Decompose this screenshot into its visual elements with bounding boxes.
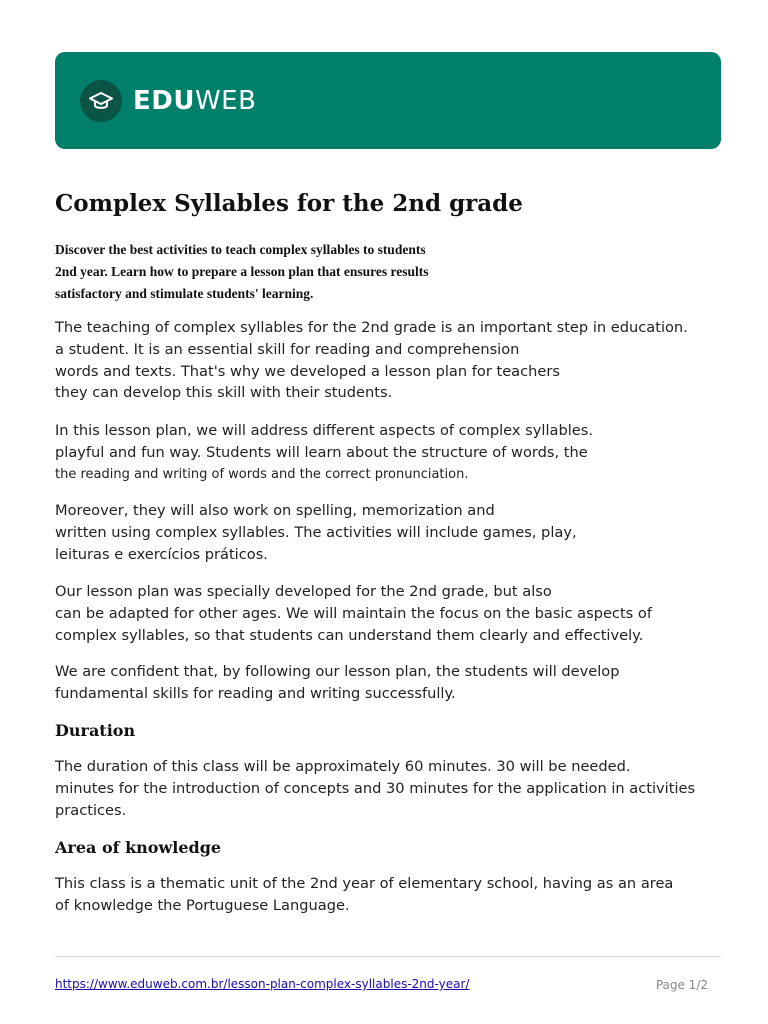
paragraph-aspects: In this lesson plan, we will address different aspects of complex syllables. playful and fun way. Students will learn about the structure of words, the the reading and writing of words and the correct pronunciation. [55,422,593,482]
lead-paragraph: Discover the best activities to teach complex syllables to students 2nd year. Learn how to prepare a lesson plan that ensures results satisfactory and stimulate students' learning. [55,242,429,301]
page-number: Page 1/2 [655,978,708,992]
paragraph-area-of-knowledge: This class is a thematic unit of the 2nd year of elementary school, having as an area of knowledge the Portuguese Language. [55,875,674,914]
brand-logo[interactable]: EDUWEB [133,86,257,116]
paragraph-activities: Moreover, they will also work on spelling, memorization and written using complex syllables. The activities will include games, play, leituras e exercícios práticos. [55,502,577,563]
paragraph-duration: The duration of this class will be approximately 60 minutes. 30 will be needed. minutes for the introduction of concepts and 30 minutes for the application in activities practices. [55,758,696,819]
graduation-cap-icon [80,80,122,122]
paragraph-intro: The teaching of complex syllables for the 2nd grade is an important step in education. a student. It is an essential skill for reading and comprehension words and texts. That's why we developed a lesson plan for teachers they can develop this skill with their students. [55,319,688,402]
heading-area-of-knowledge: Area of knowledge [55,838,222,857]
footer-divider [55,956,721,957]
heading-duration: Duration [55,721,136,740]
site-header [55,52,721,149]
page-title: Complex Syllables for the 2nd grade [55,190,523,217]
paragraph-confidence: We are confident that, by following our lesson plan, the students will develop fundamental skills for reading and writing successfully. [55,663,620,702]
paragraph-adaptation: Our lesson plan was specially developed for the 2nd grade, but also can be adapted for other ages. We will maintain the focus on the basic aspects of complex syllables, so that students can understand them clearly and effectively. [55,583,652,644]
source-link[interactable]: https://www.eduweb.com.br/lesson-plan-complex-syllables-2nd-year/ [55,977,470,991]
